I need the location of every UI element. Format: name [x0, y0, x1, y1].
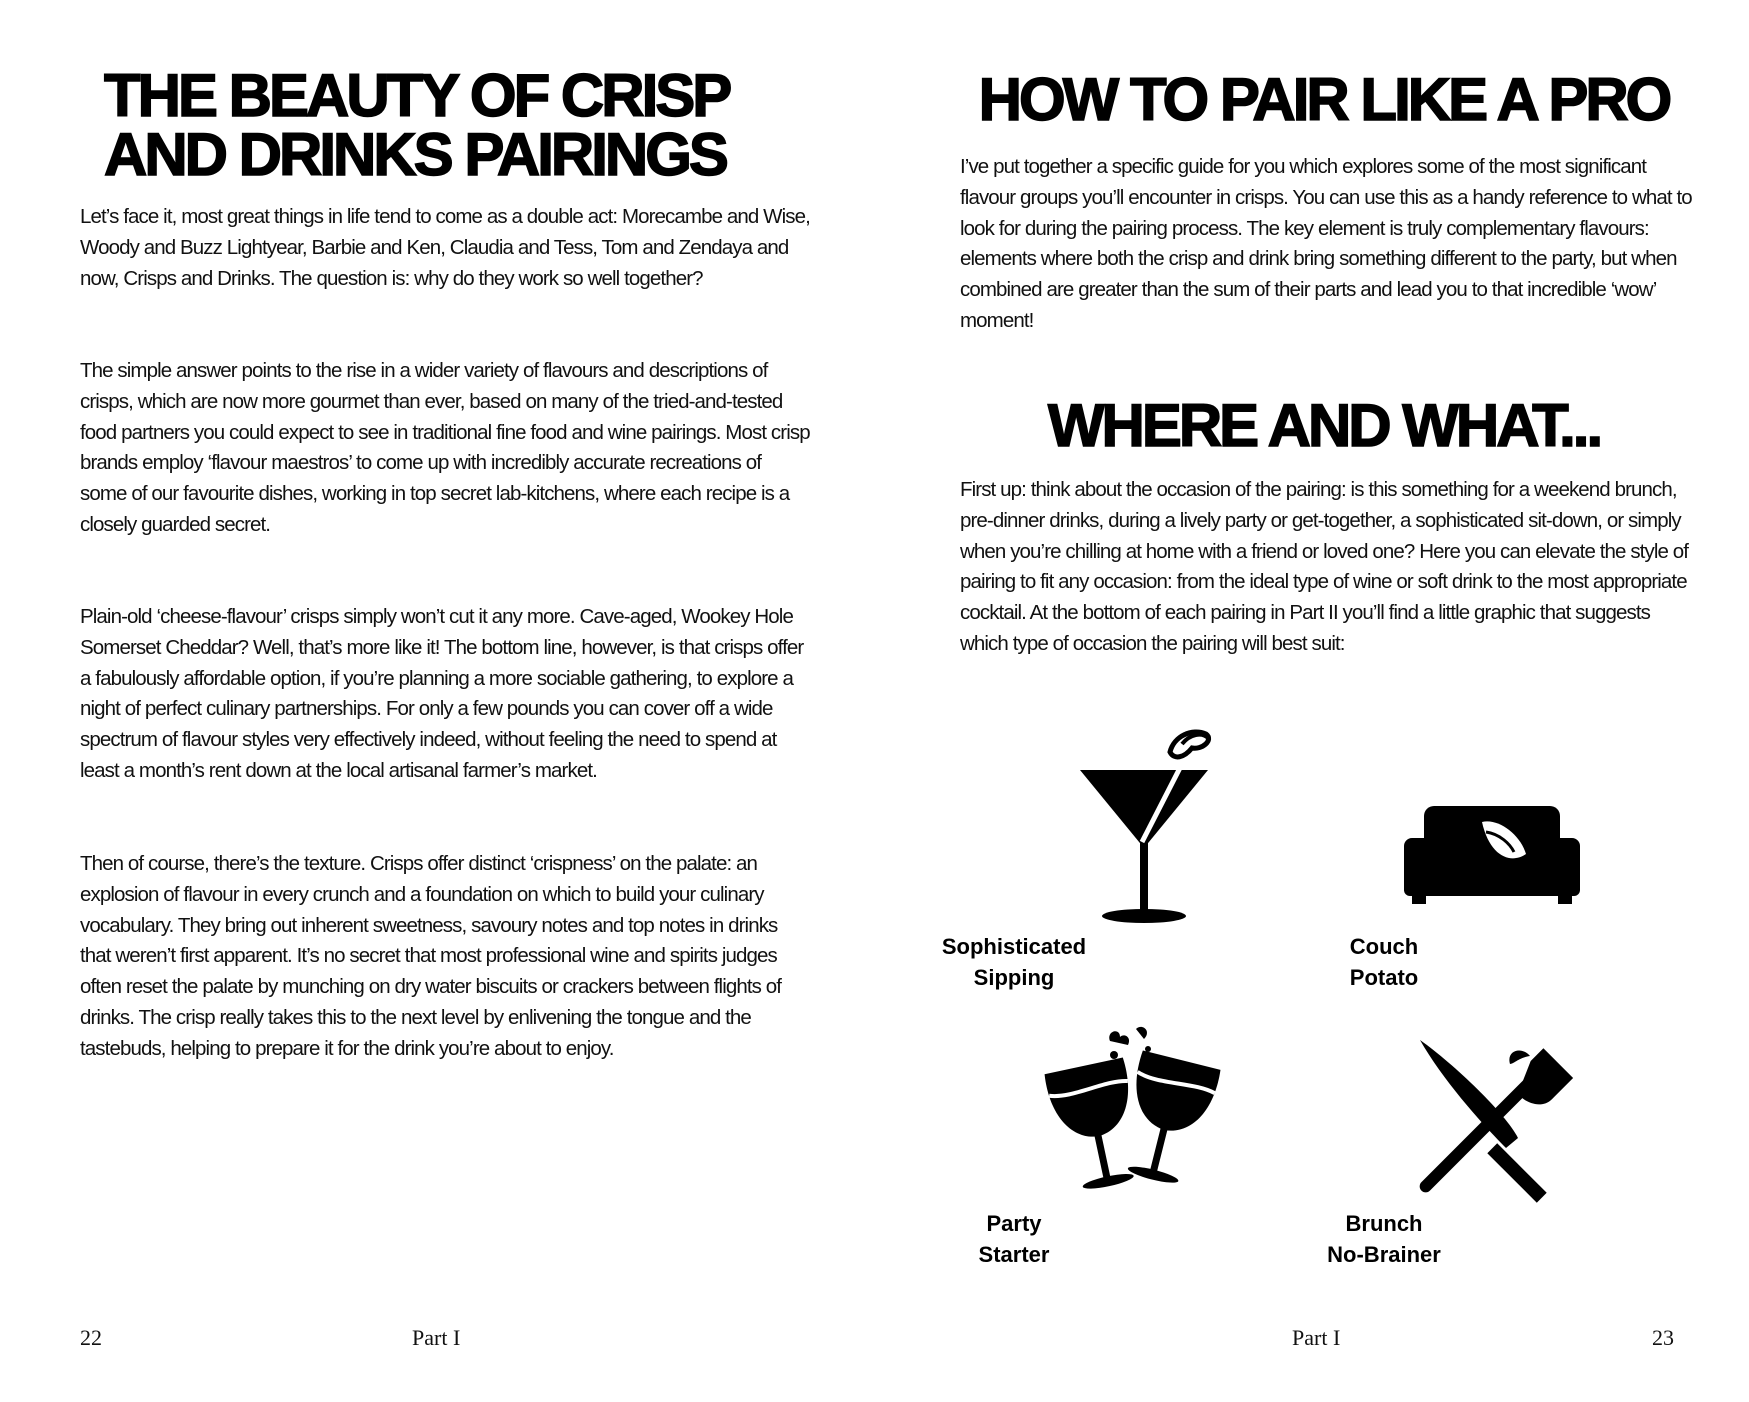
left-heading-line1: THE BEAUTY OF CRISP	[104, 62, 730, 129]
occasion-label-line2: No-Brainer	[1327, 1242, 1441, 1267]
right-paragraph-2: First up: think about the occasion of the pairing: is this something for a weekend brunch, pre-dinner drinks, during a lively party or get-together, a sophisticated sit-down, or simply when you’re chilling at home with a friend or loved one? Here you can elevate the style of pairing to fit any occasion: from the ideal type of wine or soft drink to the most appropriate cocktail. At the bottom of each pairing in Part II you’ll find a little graphic that suggests which type of occasion the pairing will best suit:	[960, 478, 1689, 655]
right-heading-1: HOW TO PAIR LIKE A PRO	[978, 66, 1670, 133]
right-running-footer: Part I	[1292, 1325, 1341, 1350]
occasion-label-party-starter	[904, 1208, 1124, 1270]
right-paragraph-1: I’ve put together a specific guide for you which explores some of the most significant flavour groups you’ll encounter in crisps. You can use this as a handy reference to what to look for during the pairing process. The key element is truly complementary flavours: elements where both the crisp and drink bring something different to the party, but when combined are greater than the sum of their parts and lead you to that incredible ‘wow’ moment!	[960, 155, 1692, 332]
occasion-label-line1: Sophisticated	[941, 934, 1087, 959]
left-paragraph-2: The simple answer points to the rise in a wider variety of flavours and descriptions of crisps, which are now more gourmet than ever, based on many of the tried-and-tested food partners you could expect to see in traditional fine food and wine pairings. Most crisp brands employ ‘flavour maestros’ to come up with incredibly accurate recreations of some of our favourite dishes, working in top secret lab-kitchens, where each recipe is a closely guarded secret.	[80, 359, 810, 536]
occasion-label-couch-potato	[1274, 931, 1494, 993]
sofa-icon	[1402, 800, 1582, 905]
knife-fork-icon	[1414, 1034, 1584, 1204]
left-paragraph-1: Let’s face it, most great things in life tend to come as a double act: Morecambe and Wise, Woody and Buzz Lightyear, Barbie and Ken, Claudia and Tess, Tom and Zendaya and now, Crisps and Drinks. The question is: why do they work so well together?	[80, 205, 810, 290]
left-heading-line2: AND DRINKS PAIRINGS	[104, 121, 726, 188]
occasion-label-line2: Sipping	[973, 965, 1055, 990]
right-heading-2: WHERE AND WHAT...	[1047, 392, 1601, 459]
right-page-number: 23	[1652, 1325, 1674, 1350]
right-page	[874, 0, 1749, 1402]
left-paragraph-4: Then of course, there’s the texture. Crisps offer distinct ‘crispness’ on the palate: an explosion of flavour in every crunch and a foundation on which to build your culinary vocabulary. They bring out inherent sweetness, savoury notes and top notes in drinks that weren’t first apparent. It’s no secret that most professional wine and spirits judges often reset the palate by munching on dry water biscuits or crackers between flights of drinks. The crisp really takes this to the next level by enlivening the tongue and the tastebuds, helping to prepare it for the drink you’re about to enjoy.	[80, 852, 782, 1060]
occasion-label-line1: Party	[986, 1211, 1042, 1236]
occasion-label-brunch-no-brainer	[1274, 1208, 1494, 1270]
left-paragraph-3: Plain-old ‘cheese-flavour’ crisps simply won’t cut it any more. Cave-aged, Wookey Hole Somerset Cheddar? Well, that’s more like it! The bottom line, however, is that crisps offer a fabulously affordable option, if you’re planning a more sociable gathering, to explore a night of perfect culinary partnerships. For only a few pounds you can cover off a wide spectrum of flavour styles very effectively indeed, without feeling the need to spend at least a month’s rent down at the local artisanal farmer’s market.	[80, 605, 804, 782]
occasion-label-line2: Potato	[1349, 965, 1419, 990]
cocktail-glass-icon	[1074, 724, 1234, 924]
left-heading	[104, 62, 784, 188]
clinking-glasses-icon	[1044, 1025, 1224, 1195]
occasion-label-line1: Couch	[1349, 934, 1419, 959]
left-page-number: 22	[80, 1325, 102, 1350]
occasion-label-line1: Brunch	[1345, 1211, 1423, 1236]
left-page	[0, 0, 874, 1402]
left-running-footer: Part I	[412, 1325, 461, 1350]
occasion-label-sophisticated-sipping	[904, 931, 1124, 993]
occasion-label-line2: Starter	[978, 1242, 1050, 1267]
